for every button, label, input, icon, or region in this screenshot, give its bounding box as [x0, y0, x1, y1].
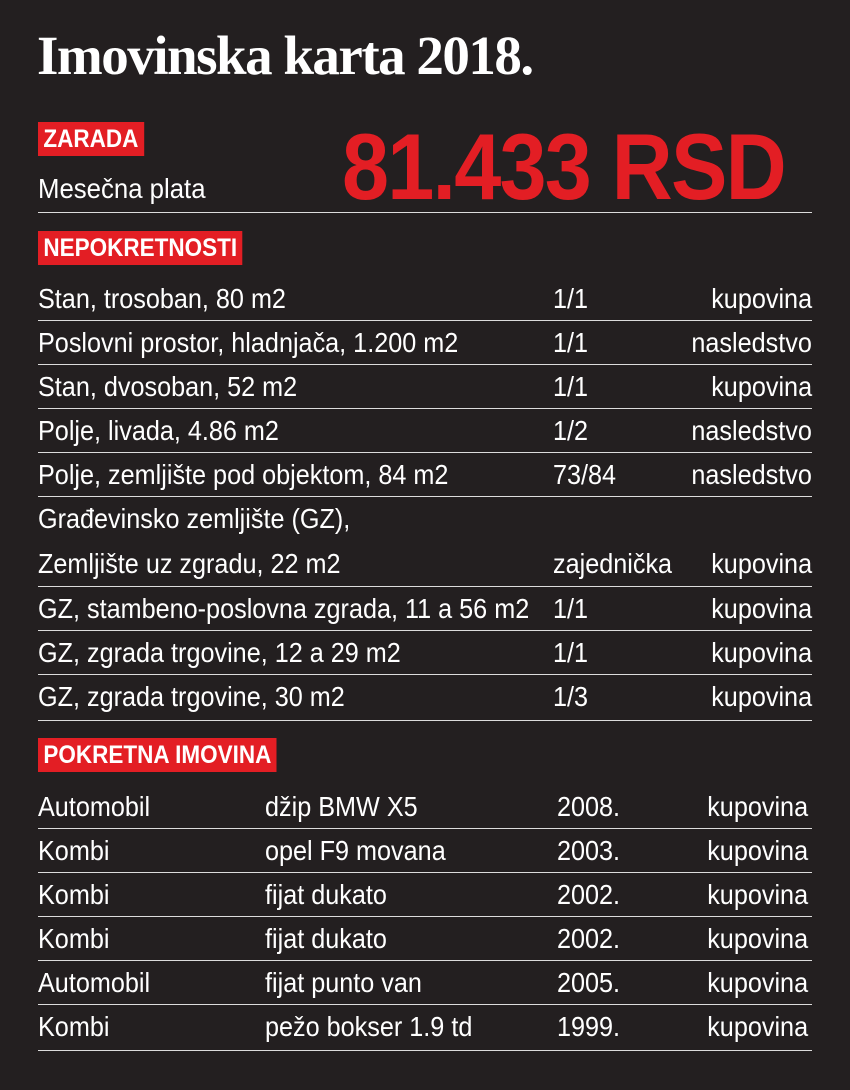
vehicle-type: Kombi: [38, 835, 110, 866]
nepokretnosti-tag: NEPOKRETNOSTI: [38, 231, 243, 265]
property-basis: kupovina: [711, 681, 812, 712]
property-row: [38, 365, 812, 409]
vehicle-type: Automobil: [38, 791, 151, 822]
property-basis: kupovina: [711, 637, 812, 668]
property-share: 1/1: [553, 283, 589, 314]
vehicle-basis: kupovina: [707, 791, 808, 822]
property-row: [38, 409, 812, 453]
divider: [38, 212, 812, 213]
property-name: Polje, zemljište pod objektom, 84 m2: [38, 459, 449, 490]
vehicle-basis: kupovina: [707, 923, 808, 954]
vehicle-year: 2008.: [557, 791, 621, 822]
property-name: Stan, dvosoban, 52 m2: [38, 371, 298, 402]
vehicle-row: [38, 829, 812, 873]
property-basis: nasledstvo: [691, 459, 812, 490]
property-name: GZ, zgrada trgovine, 30 m2: [38, 681, 345, 712]
property-share: 1/1: [553, 371, 589, 402]
page-title: Imovinska karta 2018.: [37, 25, 533, 86]
property-share: 1/2: [553, 415, 589, 446]
property-basis: kupovina: [711, 548, 812, 579]
property-basis: kupovina: [711, 593, 812, 624]
vehicle-year: 2003.: [557, 835, 621, 866]
property-row: [38, 587, 812, 631]
vehicle-year: 2002.: [557, 879, 621, 910]
vehicle-basis: kupovina: [707, 835, 808, 866]
vehicle-basis: kupovina: [707, 879, 808, 910]
vehicle-model: fijat dukato: [265, 923, 387, 954]
vehicle-model: pežo bokser 1.9 td: [265, 1011, 473, 1042]
vehicle-model: fijat dukato: [265, 879, 387, 910]
property-row: [38, 631, 812, 675]
vehicle-row: [38, 785, 812, 829]
property-name: GZ, stambeno-poslovna zgrada, 11 a 56 m2: [38, 593, 530, 624]
vehicle-model: opel F9 movana: [265, 835, 446, 866]
salary-description: Mesečna plata: [38, 173, 206, 204]
vehicle-year: 2002.: [557, 923, 621, 954]
vehicle-basis: kupovina: [707, 1011, 808, 1042]
property-name: Polje, livada, 4.86 m2: [38, 415, 279, 446]
vehicle-type: Kombi: [38, 1011, 110, 1042]
property-share: 73/84: [553, 459, 617, 490]
vehicle-basis: kupovina: [707, 967, 808, 998]
vehicle-type: Automobil: [38, 967, 151, 998]
vehicle-row: [38, 917, 812, 961]
property-name: Stan, trosoban, 80 m2: [38, 283, 286, 314]
property-share: 1/1: [553, 327, 589, 358]
property-share: 1/1: [553, 637, 589, 668]
property-row: [38, 675, 812, 721]
property-basis: nasledstvo: [691, 327, 812, 358]
property-row: [38, 497, 812, 587]
property-basis: kupovina: [711, 371, 812, 402]
property-share: 1/3: [553, 681, 589, 712]
vehicle-row: [38, 873, 812, 917]
pokretna-tag: POKRETNA IMOVINA: [38, 738, 277, 772]
property-basis: kupovina: [711, 283, 812, 314]
property-share: 1/1: [553, 593, 589, 624]
salary-amount: 81.433 RSD: [342, 114, 785, 219]
property-name: Poslovni prostor, hladnjača, 1.200 m2: [38, 327, 459, 358]
property-basis: nasledstvo: [691, 415, 812, 446]
vehicle-model: fijat punto van: [265, 967, 422, 998]
property-row: [38, 277, 812, 321]
property-name: GZ, zgrada trgovine, 12 a 29 m2: [38, 637, 401, 668]
property-name: Zemljište uz zgradu, 22 m2: [38, 548, 341, 579]
property-share: zajednička: [553, 548, 673, 579]
property-row: [38, 321, 812, 365]
vehicle-type: Kombi: [38, 879, 110, 910]
vehicle-year: 1999.: [557, 1011, 621, 1042]
vehicle-row: [38, 961, 812, 1005]
vehicle-row: [38, 1005, 812, 1051]
property-name-line1: Građevinsko zemljište (GZ),: [38, 503, 351, 534]
vehicle-type: Kombi: [38, 923, 110, 954]
property-row: [38, 453, 812, 497]
zarada-tag: ZARADA: [38, 122, 144, 156]
vehicle-year: 2005.: [557, 967, 621, 998]
vehicle-model: džip BMW X5: [265, 791, 418, 822]
